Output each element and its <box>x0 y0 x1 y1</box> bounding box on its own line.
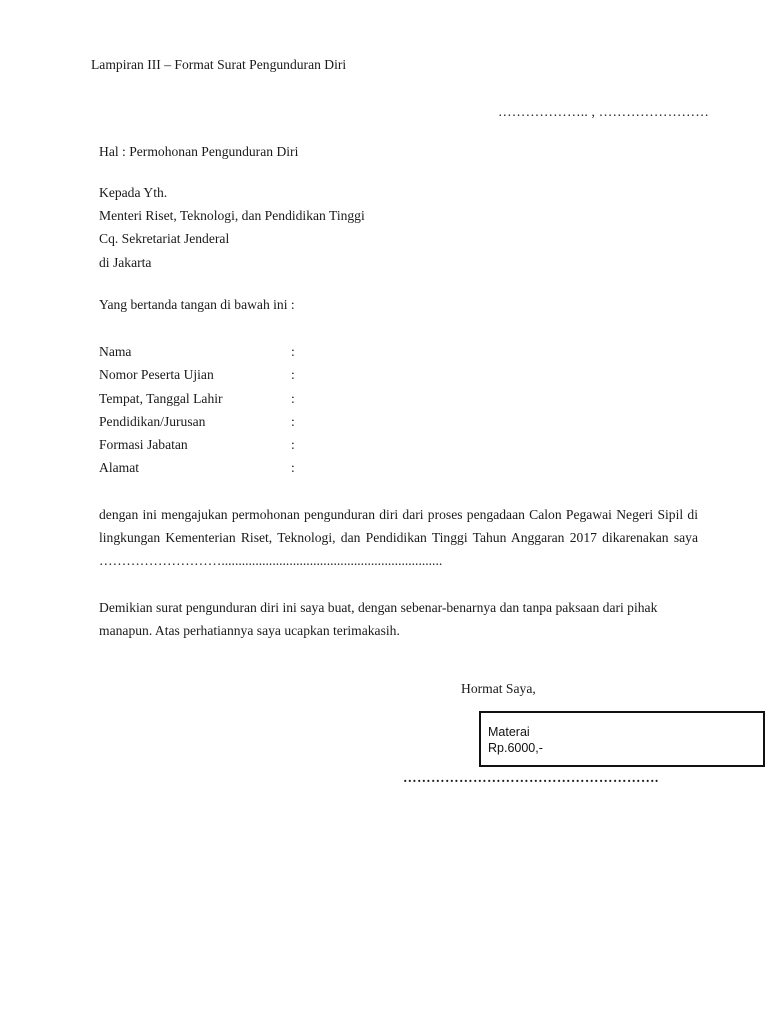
field-colon: : <box>291 390 295 406</box>
place-date-placeholder: ……………….. , …………………… <box>498 104 710 119</box>
addressee-block <box>99 181 365 274</box>
letter-subject: Hal : Permohonan Pengunduran Diri <box>99 144 299 159</box>
field-label: Tempat, Tanggal Lahir <box>99 390 223 406</box>
stamp-amount: Rp.6000,- <box>488 741 543 755</box>
addressee-line: Menteri Riset, Teknologi, dan Pendidikan Tinggi <box>99 208 365 224</box>
field-colon: : <box>291 367 295 383</box>
appendix-title: Lampiran III – Format Surat Pengunduran Diri <box>91 57 347 72</box>
stamp-label: Materai <box>488 725 530 739</box>
closing-salutation: Hormat Saya, <box>461 681 536 696</box>
body-paragraph-closing: Demikian surat pengunduran diri ini saya buat, dengan sebenar-benarnya dan tanpa paksaan dari pihak manapun. Atas perhatiannya saya ucapkan terimakasih. <box>99 600 658 639</box>
stamp-duty-box <box>479 711 765 767</box>
field-label: Nama <box>99 344 132 359</box>
field-colon: : <box>291 460 295 476</box>
field-colon: : <box>291 344 295 359</box>
field-label: Alamat <box>99 460 140 476</box>
stamp-duty-text <box>488 724 543 756</box>
addressee-line: di Jakarta <box>99 254 152 270</box>
addressee-line: Cq. Sekretariat Jenderal <box>99 231 230 247</box>
addressee-line: Kepada Yth. <box>99 185 168 200</box>
field-label: Pendidikan/Jurusan <box>99 413 206 429</box>
body-paragraph-request: dengan ini mengajukan permohonan pengunduran diri dari proses pengadaan Calon Pegawai Negeri Sipil di lingkungan Kementerian Riset, Teknologi, dan Pendidikan Tinggi Tahun Anggaran 2017 dikarenakan saya ………………………................................................................. <box>99 507 698 569</box>
field-colon: : <box>291 413 295 429</box>
field-label: Formasi Jabatan <box>99 437 188 453</box>
field-label: Nomor Peserta Ujian <box>99 367 214 383</box>
intro-sentence: Yang bertanda tangan di bawah ini : <box>99 297 295 312</box>
signature-line: ………………………………………………. <box>403 770 659 785</box>
field-colon: : <box>291 437 295 453</box>
